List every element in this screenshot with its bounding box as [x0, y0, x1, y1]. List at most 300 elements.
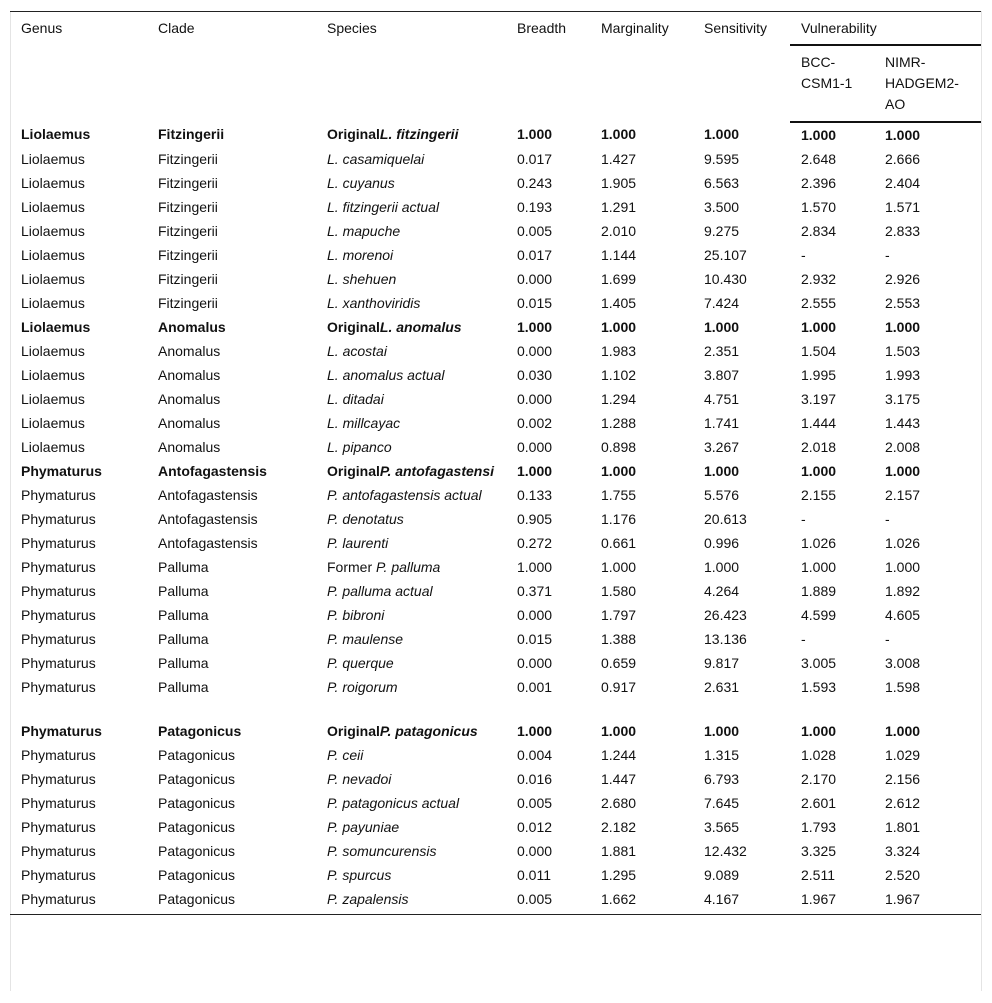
- cell-nimr: 1.598: [885, 679, 921, 695]
- table-row: [10, 840, 981, 864]
- header-vulnerability: Vulnerability: [790, 12, 981, 46]
- cell-nimr: 2.404: [885, 175, 921, 191]
- cell-sensitivity: 3.565: [704, 819, 740, 835]
- table-row: [10, 888, 981, 915]
- table-row: [10, 652, 981, 676]
- cell-breadth: 1.000: [517, 319, 553, 335]
- cell-clade: Patagonicus: [158, 795, 236, 811]
- cell-sensitivity: 9.275: [704, 223, 740, 239]
- cell-genus: Liolaemus: [21, 223, 85, 239]
- cell-clade: Palluma: [158, 631, 209, 647]
- cell-bcc: 1.793: [801, 819, 837, 835]
- cell-marginality: 1.388: [601, 631, 637, 647]
- table-row: [10, 484, 981, 508]
- table-row-original: [10, 122, 981, 148]
- species-name: P. querque: [327, 655, 394, 671]
- table-row: [10, 628, 981, 652]
- cell-species: [316, 652, 506, 676]
- cell-clade: Fitzingerii: [158, 126, 225, 142]
- cell-sensitivity: 4.264: [704, 583, 740, 599]
- species-name: P. patagonicus: [379, 723, 478, 739]
- species-name: P. antofagastensi: [379, 463, 495, 479]
- cell-sensitivity: 1.000: [704, 559, 740, 575]
- cell-nimr: 2.157: [885, 487, 921, 503]
- cell-breadth: 0.011: [517, 867, 551, 883]
- cell-species: [316, 816, 506, 840]
- species-name: L. anomalus: [379, 319, 462, 335]
- cell-breadth: 0.005: [506, 888, 590, 915]
- cell-nimr: 3.175: [885, 391, 921, 407]
- cell-nimr: 1.000: [885, 723, 921, 739]
- cell-clade: Fitzingerii: [158, 223, 218, 239]
- species-prefix: Original: [327, 463, 380, 479]
- cell-genus: Phymaturus: [21, 747, 96, 763]
- table-row-original: [10, 316, 981, 340]
- cell-breadth: 0.000: [517, 391, 553, 407]
- cell-bcc: 2.648: [801, 151, 837, 167]
- species-name: L. cuyanus: [327, 175, 395, 191]
- cell-clade: Patagonicus: [158, 843, 236, 859]
- cell-nimr: -: [885, 247, 890, 263]
- cell-breadth: 0.000: [517, 343, 553, 359]
- cell-genus: Phymaturus: [21, 723, 102, 739]
- cell-bcc: 2.555: [801, 295, 837, 311]
- cell-clade: Patagonicus: [158, 867, 236, 883]
- cell-breadth: 0.371: [517, 583, 553, 599]
- cell-marginality: 1.291: [601, 199, 637, 215]
- cell-genus: Phymaturus: [21, 559, 96, 575]
- cell-species: [316, 484, 506, 508]
- cell-bcc: 1.000: [801, 723, 837, 739]
- cell-species: [316, 508, 506, 532]
- cell-genus: Phymaturus: [21, 679, 96, 695]
- table-row: [10, 864, 981, 888]
- cell-genus: Liolaemus: [21, 271, 85, 287]
- species-name: L. pipanco: [327, 439, 392, 455]
- table-body: [10, 122, 981, 915]
- cell-marginality: 1.000: [601, 723, 637, 739]
- cell-species: [316, 744, 506, 768]
- cell-sensitivity: 9.089: [704, 867, 740, 883]
- cell-species: [316, 436, 506, 460]
- cell-genus: Phymaturus: [21, 867, 96, 883]
- cell-nimr: 4.605: [885, 607, 921, 623]
- table-row: [10, 268, 981, 292]
- cell-genus: Liolaemus: [21, 343, 85, 359]
- cell-nimr: 2.553: [885, 295, 921, 311]
- cell-nimr: 1.801: [885, 819, 921, 835]
- species-name: P. laurenti: [327, 535, 389, 551]
- cell-species: [316, 268, 506, 292]
- cell-genus: Phymaturus: [21, 607, 96, 623]
- cell-bcc: 3.005: [801, 655, 837, 671]
- cell-species: [316, 316, 506, 340]
- species-name: P. payuniae: [327, 819, 400, 835]
- table-row: [10, 792, 981, 816]
- cell-sensitivity: 6.793: [704, 771, 740, 787]
- cell-bcc: 2.834: [801, 223, 837, 239]
- cell-nimr: 1.503: [885, 343, 921, 359]
- cell-bcc: 3.325: [801, 843, 837, 859]
- cell-species: [316, 556, 506, 580]
- cell-sensitivity: 0.996: [704, 535, 740, 551]
- cell-marginality: 0.917: [601, 679, 637, 695]
- cell-clade: Patagonicus: [158, 819, 236, 835]
- cell-genus: Phymaturus: [21, 487, 96, 503]
- cell-nimr: 1.571: [885, 199, 921, 215]
- cell-clade: Palluma: [158, 679, 209, 695]
- species-name: P. somuncurensis: [327, 843, 437, 859]
- cell-marginality: 0.661: [601, 535, 637, 551]
- cell-genus: Liolaemus: [21, 391, 85, 407]
- cell-nimr: 3.008: [885, 655, 921, 671]
- table-row: [10, 580, 981, 604]
- species-name: P. maulense: [327, 631, 404, 647]
- cell-breadth: 0.016: [517, 771, 553, 787]
- species-name: L. fitzingerii actual: [327, 199, 440, 215]
- cell-clade: Palluma: [158, 559, 209, 575]
- cell-bcc: 2.601: [801, 795, 837, 811]
- cell-breadth: 1.000: [517, 126, 553, 142]
- cell-species: [316, 580, 506, 604]
- cell-breadth: 0.005: [517, 795, 553, 811]
- cell-species: [316, 676, 506, 700]
- cell-bcc: 1.967: [790, 888, 874, 915]
- header-clade: Clade: [147, 12, 316, 123]
- species-name: L. xanthoviridis: [327, 295, 421, 311]
- cell-species: [316, 768, 506, 792]
- cell-sensitivity: 1.000: [704, 319, 740, 335]
- cell-clade: Antofagastensis: [158, 535, 258, 551]
- cell-bcc: 2.396: [801, 175, 837, 191]
- cell-breadth: 0.004: [517, 747, 553, 763]
- cell-marginality: 0.659: [601, 655, 637, 671]
- cell-breadth: 1.000: [517, 559, 553, 575]
- species-prefix: Original: [327, 723, 380, 739]
- cell-bcc: 1.593: [801, 679, 837, 695]
- table-row: [10, 604, 981, 628]
- table-row-original: [10, 460, 981, 484]
- cell-nimr: 1.000: [885, 559, 921, 575]
- table-row: [10, 508, 981, 532]
- species-name: L. morenoi: [327, 247, 394, 263]
- cell-clade: Antofagastensis: [158, 487, 258, 503]
- cell-bcc: 1.995: [801, 367, 837, 383]
- species-name: P. patagonicus actual: [327, 795, 460, 811]
- cell-species: [316, 172, 506, 196]
- species-name: L. ditadai: [327, 391, 384, 407]
- cell-clade: Antofagastensis: [158, 511, 258, 527]
- cell-genus: Phymaturus: [21, 511, 96, 527]
- cell-clade: Anomalus: [158, 319, 226, 335]
- cell-marginality: 1.144: [601, 247, 637, 263]
- species-name: L. acostai: [327, 343, 387, 359]
- cell-marginality: 1.244: [601, 747, 637, 763]
- cell-marginality: 1.000: [601, 126, 637, 142]
- cell-breadth: 0.000: [517, 843, 553, 859]
- cell-clade: Fitzingerii: [158, 199, 218, 215]
- cell-bcc: 2.170: [801, 771, 837, 787]
- species-name: P. nevadoi: [327, 771, 392, 787]
- cell-nimr: 2.156: [885, 771, 921, 787]
- cell-marginality: 1.405: [601, 295, 637, 311]
- cell-species: [316, 364, 506, 388]
- cell-species: [316, 244, 506, 268]
- cell-clade: Fitzingerii: [158, 271, 218, 287]
- table-row: [10, 148, 981, 172]
- cell-species: [316, 388, 506, 412]
- cell-genus: Liolaemus: [21, 295, 85, 311]
- data-table: [10, 11, 981, 915]
- cell-bcc: 2.018: [801, 439, 837, 455]
- cell-sensitivity: 4.167: [693, 888, 790, 915]
- species-name: L. anomalus actual: [327, 367, 445, 383]
- cell-marginality: 1.294: [601, 391, 637, 407]
- species-name: L. mapuche: [327, 223, 401, 239]
- cell-clade: Palluma: [158, 607, 209, 623]
- cell-clade: Anomalus: [158, 439, 221, 455]
- cell-sensitivity: 1.000: [704, 126, 740, 142]
- cell-sensitivity: 9.817: [704, 655, 740, 671]
- cell-bcc: 1.444: [801, 415, 837, 431]
- cell-bcc: 1.028: [801, 747, 837, 763]
- cell-sensitivity: 20.613: [704, 511, 747, 527]
- table-row: [10, 768, 981, 792]
- species-prefix: Original: [327, 319, 380, 335]
- cell-nimr: -: [885, 631, 890, 647]
- cell-nimr: -: [885, 511, 890, 527]
- cell-genus: Phymaturus: [21, 655, 96, 671]
- cell-bcc: 1.000: [801, 463, 837, 479]
- cell-species: [316, 220, 506, 244]
- cell-breadth: 0.272: [517, 535, 553, 551]
- cell-genus: Phymaturus: [21, 819, 96, 835]
- cell-genus: Phymaturus: [21, 583, 96, 599]
- cell-sensitivity: 1.741: [704, 415, 740, 431]
- cell-bcc: -: [801, 511, 806, 527]
- cell-genus: Phymaturus: [21, 631, 96, 647]
- cell-clade: Palluma: [158, 655, 209, 671]
- cell-marginality: 0.898: [601, 439, 637, 455]
- cell-marginality: 1.295: [601, 867, 637, 883]
- cell-clade: Fitzingerii: [158, 151, 218, 167]
- cell-marginality: 1.905: [601, 175, 637, 191]
- cell-breadth: 0.017: [517, 247, 553, 263]
- cell-bcc: 2.511: [801, 867, 835, 883]
- table-row: [10, 412, 981, 436]
- cell-marginality: 1.755: [601, 487, 637, 503]
- species-name: P. bibroni: [327, 607, 385, 623]
- cell-breadth: 0.193: [517, 199, 553, 215]
- cell-clade: Anomalus: [158, 391, 221, 407]
- cell-species: [316, 340, 506, 364]
- cell-genus: Phymaturus: [21, 771, 96, 787]
- species-name: P. denotatus: [327, 511, 404, 527]
- cell-marginality: 1.102: [601, 367, 637, 383]
- header-marginality: Marginality: [590, 12, 693, 123]
- cell-breadth: 0.002: [517, 415, 553, 431]
- cell-nimr: 2.926: [885, 271, 921, 287]
- cell-species: [316, 628, 506, 652]
- cell-sensitivity: 1.000: [704, 463, 740, 479]
- cell-breadth: 0.030: [517, 367, 553, 383]
- cell-bcc: 2.155: [801, 487, 837, 503]
- cell-sensitivity: 3.807: [704, 367, 740, 383]
- cell-sensitivity: 10.430: [704, 271, 747, 287]
- header-species: Species: [316, 12, 506, 123]
- table-row: [10, 436, 981, 460]
- cell-bcc: -: [801, 631, 806, 647]
- cell-species: [316, 720, 506, 744]
- species-name: P. palluma actual: [327, 583, 433, 599]
- cell-species: [316, 122, 506, 148]
- cell-nimr: 2.666: [885, 151, 921, 167]
- cell-clade: Antofagastensis: [158, 463, 267, 479]
- cell-nimr: 1.443: [885, 415, 921, 431]
- table-row-original: [10, 720, 981, 744]
- cell-bcc: 1.570: [801, 199, 837, 215]
- cell-breadth: 0.015: [517, 295, 553, 311]
- cell-marginality: 1.983: [601, 343, 637, 359]
- cell-marginality: 1.176: [601, 511, 637, 527]
- cell-clade: Anomalus: [158, 343, 221, 359]
- table-row: [10, 196, 981, 220]
- cell-bcc: 1.000: [801, 559, 837, 575]
- cell-breadth: 1.000: [517, 463, 553, 479]
- header-sensitivity: Sensitivity: [693, 12, 790, 123]
- cell-nimr: 1.026: [885, 535, 921, 551]
- cell-genus: Liolaemus: [21, 439, 85, 455]
- cell-sensitivity: 1.315: [704, 747, 740, 763]
- table-header: [10, 12, 981, 123]
- cell-clade: Patagonicus: [158, 771, 236, 787]
- cell-marginality: 1.881: [601, 843, 637, 859]
- cell-bcc: 1.504: [801, 343, 837, 359]
- species-name: L. shehuen: [327, 271, 397, 287]
- table-row: [10, 556, 981, 580]
- cell-breadth: 0.001: [517, 679, 553, 695]
- cell-genus: Liolaemus: [21, 247, 85, 263]
- cell-bcc: 1.026: [801, 535, 837, 551]
- cell-clade: Patagonicus: [158, 723, 242, 739]
- cell-genus: Liolaemus: [21, 199, 85, 215]
- cell-bcc: 4.599: [801, 607, 837, 623]
- cell-breadth: 0.133: [517, 487, 553, 503]
- cell-breadth: 0.000: [517, 439, 553, 455]
- cell-breadth: 0.015: [517, 631, 553, 647]
- cell-species: [316, 864, 506, 888]
- cell-bcc: 1.000: [801, 127, 837, 143]
- cell-marginality: 1.699: [601, 271, 637, 287]
- table-row: [10, 292, 981, 316]
- cell-breadth: 0.000: [517, 271, 553, 287]
- cell-sensitivity: 2.351: [704, 343, 740, 359]
- cell-sensitivity: 3.267: [704, 439, 740, 455]
- cell-marginality: 1.447: [601, 771, 637, 787]
- table-row: [10, 244, 981, 268]
- species-prefix: Original: [327, 126, 380, 142]
- cell-breadth: 0.243: [517, 175, 553, 191]
- cell-nimr: 2.833: [885, 223, 921, 239]
- species-name: P. antofagastensis actual: [327, 487, 482, 503]
- cell-sensitivity: 25.107: [704, 247, 747, 263]
- table-row: [10, 364, 981, 388]
- cell-bcc: 3.197: [801, 391, 837, 407]
- species-name: P. palluma: [376, 559, 441, 575]
- cell-nimr: 1.000: [885, 127, 921, 143]
- cell-breadth: 0.012: [517, 819, 553, 835]
- cell-nimr: 1.892: [885, 583, 921, 599]
- cell-marginality: 1.000: [601, 319, 637, 335]
- species-name: P. ceii: [327, 747, 364, 763]
- cell-nimr: 2.612: [885, 795, 921, 811]
- cell-bcc: -: [801, 247, 806, 263]
- cell-genus: Liolaemus: [21, 151, 85, 167]
- cell-marginality: 1.000: [601, 463, 637, 479]
- cell-nimr: 3.324: [885, 843, 921, 859]
- cell-marginality: 2.680: [601, 795, 637, 811]
- cell-nimr: 2.520: [885, 867, 921, 883]
- cell-sensitivity: 13.136: [704, 631, 747, 647]
- cell-clade: Anomalus: [158, 415, 221, 431]
- cell-bcc: 1.000: [801, 319, 837, 335]
- cell-species: [316, 148, 506, 172]
- cell-clade: Anomalus: [158, 367, 221, 383]
- cell-nimr: 1.000: [885, 463, 921, 479]
- cell-marginality: 1.288: [601, 415, 637, 431]
- header-nimr-hadgem2-ao: NIMR-HADGEM2-AO: [874, 45, 981, 122]
- cell-breadth: 0.005: [517, 223, 553, 239]
- cell-clade: Patagonicus: [147, 888, 316, 915]
- cell-clade: Palluma: [158, 583, 209, 599]
- cell-genus: Liolaemus: [21, 415, 85, 431]
- cell-genus: Phymaturus: [21, 463, 102, 479]
- cell-genus: Phymaturus: [21, 843, 96, 859]
- species-name: L. casamiquelai: [327, 151, 425, 167]
- cell-sensitivity: 9.595: [704, 151, 740, 167]
- cell-nimr: 1.000: [885, 319, 921, 335]
- cell-bcc: 2.932: [801, 271, 837, 287]
- cell-nimr: 2.008: [885, 439, 921, 455]
- cell-marginality: 1.662: [590, 888, 693, 915]
- header-bcc-csm1-1: BCC-CSM1-1: [790, 45, 874, 122]
- cell-species: [316, 840, 506, 864]
- cell-sensitivity: 5.576: [704, 487, 740, 503]
- header-genus: Genus: [10, 12, 147, 123]
- cell-genus: Phymaturus: [10, 888, 147, 915]
- species-name: P. roigorum: [327, 679, 398, 695]
- cell-sensitivity: 7.645: [704, 795, 740, 811]
- cell-species: [316, 532, 506, 556]
- cell-species: [316, 604, 506, 628]
- cell-nimr: 1.029: [885, 747, 921, 763]
- cell-clade: Fitzingerii: [158, 175, 218, 191]
- cell-species: [316, 460, 506, 484]
- cell-species: [316, 412, 506, 436]
- cell-marginality: 1.427: [601, 151, 637, 167]
- cell-breadth: 1.000: [517, 723, 553, 739]
- cell-species: [316, 196, 506, 220]
- header-breadth: Breadth: [506, 12, 590, 123]
- table-row: [10, 220, 981, 244]
- cell-genus: Liolaemus: [21, 319, 91, 335]
- cell-marginality: 2.010: [601, 223, 637, 239]
- table-row: [10, 340, 981, 364]
- cell-sensitivity: 7.424: [704, 295, 740, 311]
- species-prefix: Former: [327, 559, 376, 575]
- cell-breadth: 0.000: [517, 655, 553, 671]
- cell-sensitivity: 12.432: [704, 843, 747, 859]
